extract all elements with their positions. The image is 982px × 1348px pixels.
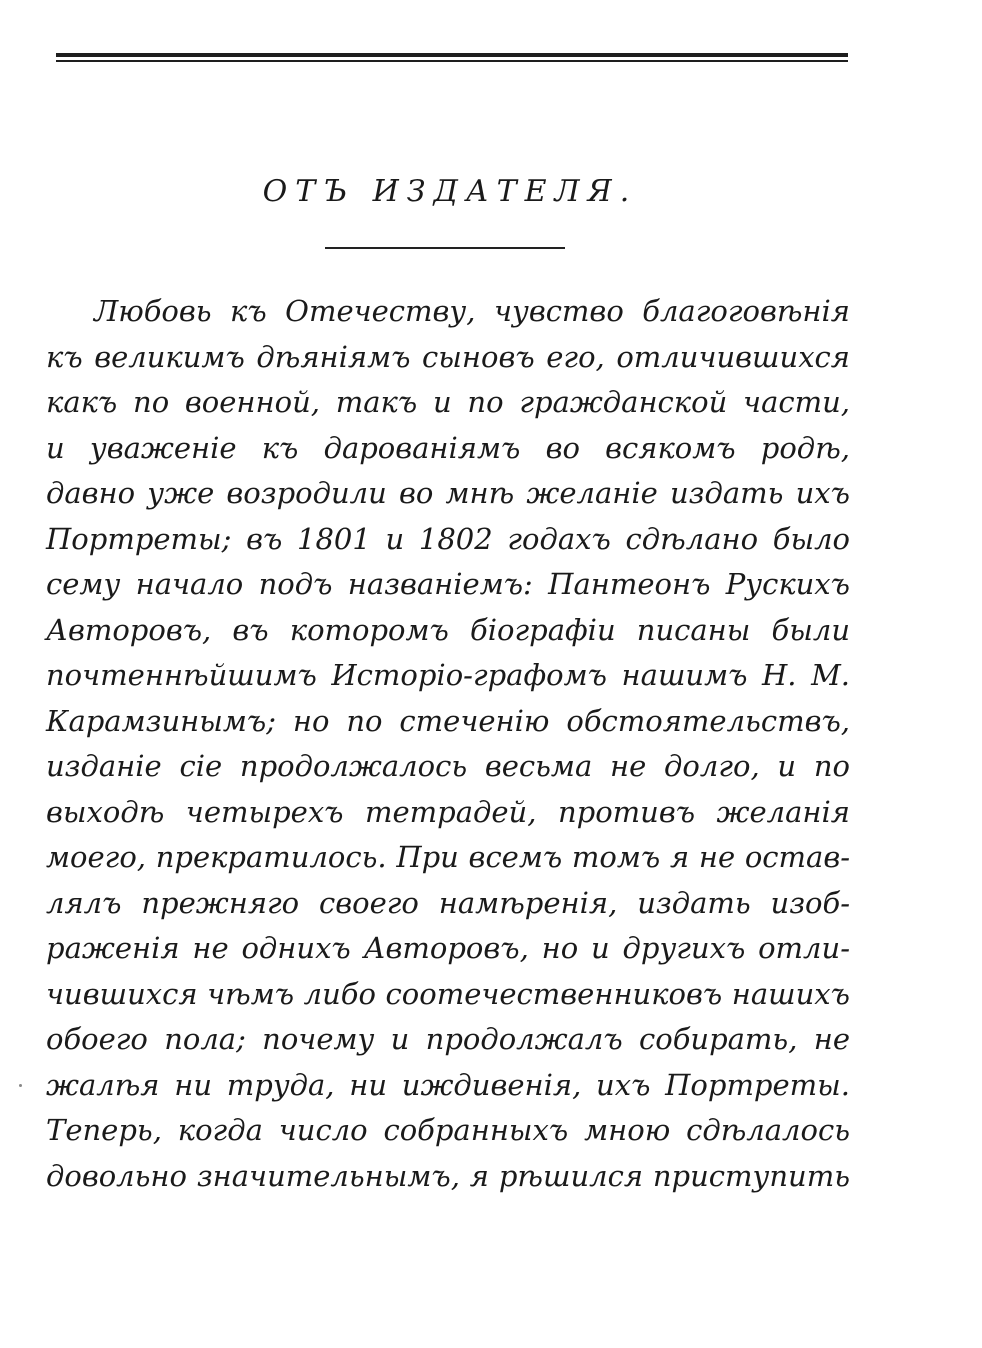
text-line: Карамзинымъ; но по стеченію обстоятельствъ,: [46, 703, 850, 738]
text-line: сему начало подъ названіемъ: Пантеонъ Рускихъ: [46, 567, 850, 601]
text-line: моего, прекратилось. При всемъ томъ я не остав-: [46, 840, 850, 874]
text-line: выходѣ четырехъ тетрадей, противъ желанія: [46, 794, 850, 829]
text-line: раженія не однихъ Авторовъ, но и другихъ отли-: [46, 931, 850, 965]
text-line: почтеннѣйшимъ Исторіо-графомъ нашимъ Н. М.: [46, 658, 850, 692]
text-line: жалѣя ни труда, ни иждивенія, ихъ Портреты.: [46, 1067, 850, 1102]
text-line: Любовь къ Отечеству, чувство благоговѣнія: [94, 294, 850, 328]
heading-underline: [325, 247, 565, 249]
text-line: къ великимъ дѣяніямъ сыновъ его, отличившихся: [46, 339, 850, 374]
text-line: обоего пола; почему и продолжалъ собирать, не: [46, 1022, 850, 1056]
top-double-rule-thick: [56, 53, 848, 57]
text-line: давно уже возродили во мнѣ желаніе издать ихъ: [46, 476, 850, 510]
text-line: и уваженіе къ дарованіямъ во всякомъ родѣ,: [46, 430, 850, 465]
text-line: Авторовъ, въ которомъ біографіи писаны были: [46, 612, 850, 647]
body-paragraph: [46, 289, 850, 1199]
text-line: изданіе сіе продолжалось весьма не долго, и по: [46, 749, 850, 783]
page-heading: ОТЪ ИЗДАТЕЛЯ.: [262, 174, 638, 209]
top-double-rule-thin: [56, 60, 848, 62]
text-line: довольно значительнымъ, я рѣшился приступить: [46, 1158, 850, 1193]
paper-speck: [19, 1084, 22, 1087]
text-line: лялъ прежняго своего намѣренія, издать изоб-: [46, 885, 850, 920]
text-line: какъ по военной, такъ и по гражданской части,: [46, 385, 850, 419]
text-line: Теперь, когда число собранныхъ мною сдѣлалось: [46, 1113, 850, 1147]
text-line: Портреты; въ 1801 и 1802 годахъ сдѣлано было: [46, 521, 850, 556]
text-line: чившихся чѣмъ либо соотечественниковъ нашихъ: [46, 976, 850, 1011]
